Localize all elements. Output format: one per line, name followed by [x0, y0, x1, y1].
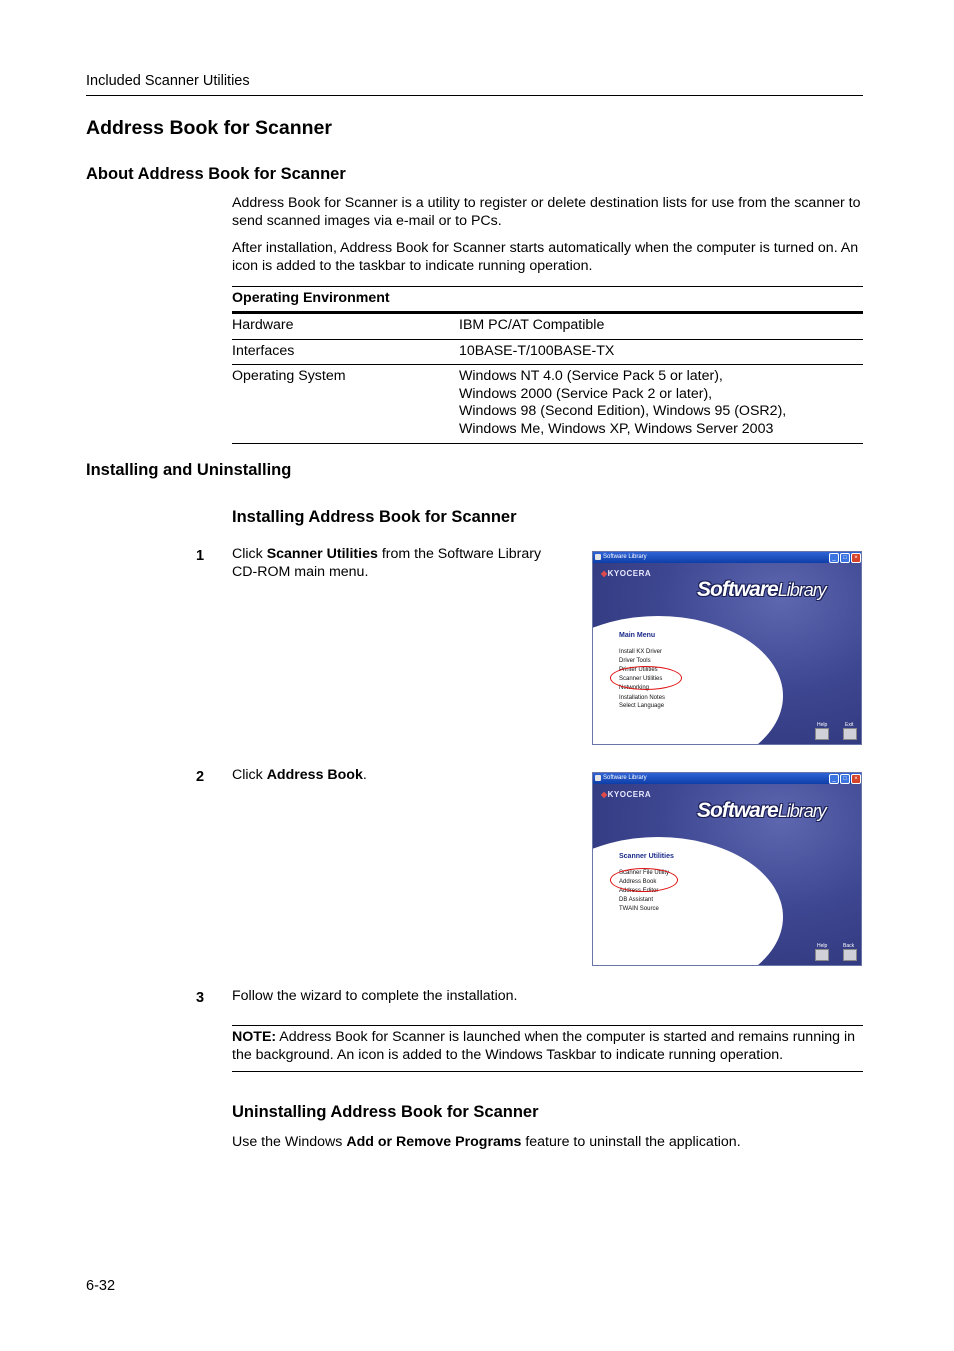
close-icon: × [851, 774, 861, 784]
header-rule [86, 95, 863, 96]
menu-item: Scanner Utilities [619, 676, 663, 682]
step-text-bold: Scanner Utilities [266, 546, 378, 562]
brand-sub: Library [777, 801, 826, 821]
step-text-pre: Click [232, 767, 267, 783]
step-text [232, 546, 562, 581]
window-title: Software Library [603, 775, 647, 781]
step-text-bold: Address Book [266, 767, 363, 783]
help-label: Help [817, 722, 828, 728]
brand-main: Software [697, 578, 778, 601]
table-key: Interfaces [232, 342, 295, 359]
about-paragraph-2 [232, 240, 864, 275]
logo-text: KYOCERA [607, 569, 652, 578]
app-icon [595, 775, 601, 781]
window-titlebar [593, 552, 861, 563]
table-value-line: Windows Me, Windows XP, Windows Server 2003 [459, 420, 774, 437]
table-value-line: Windows 98 (Second Edition), Windows 95 (OSR2), [459, 403, 787, 419]
note-block [232, 1029, 864, 1064]
uninstalling-post: feature to uninstall the application. [521, 1134, 741, 1150]
table-row [232, 311, 863, 339]
table-value [459, 368, 863, 438]
menu-item: Printer Utilities [619, 667, 658, 673]
menu-item: Networking [619, 685, 650, 691]
about-para-1-text: Address Book for Scanner is a utility to register or delete destination lists for use from the scanner to send scanned images via e-mail or to PCs. [232, 195, 861, 229]
screenshot-scanner-utilities [592, 772, 862, 966]
maximize-icon: □ [840, 553, 850, 563]
back-label: Back [843, 943, 855, 949]
close-icon: × [851, 553, 861, 563]
about-paragraph-1 [232, 195, 864, 230]
step-number: 1 [196, 548, 205, 564]
table-row [232, 364, 863, 444]
table-value-line: 10BASE-T/100BASE-TX [459, 342, 615, 359]
menu-item: TWAIN Source [619, 906, 659, 912]
uninstalling-bold: Add or Remove Programs [346, 1134, 522, 1150]
menu-title: Scanner Utilities [619, 853, 674, 860]
step-text-pre: Click [232, 546, 267, 562]
window-title: Software Library [603, 554, 647, 560]
screenshot-main-menu [592, 551, 862, 745]
installing-heading: Installing and Uninstalling [86, 461, 292, 479]
step-text-post: . [362, 767, 367, 783]
minimize-icon: _ [829, 553, 839, 563]
about-para-2-text: After installation, Address Book for Scanner starts automatically when the computer is turned on. An icon is added to the taskbar to indicate running operation. [232, 240, 859, 274]
table-value [459, 343, 863, 361]
menu-item: Address Editor [619, 888, 659, 894]
running-header: Included Scanner Utilities [86, 73, 250, 89]
about-heading: About Address Book for Scanner [86, 165, 346, 183]
brand-main: Software [697, 799, 778, 822]
exit-label: Exit [845, 722, 854, 728]
operating-environment-table [232, 286, 863, 444]
table-value-line: Windows 2000 (Service Pack 2 or later), [459, 385, 713, 402]
note-paragraph [232, 1029, 864, 1064]
note-label: NOTE: [232, 1029, 277, 1045]
highlight-circle [610, 666, 682, 690]
uninstalling-heading: Uninstalling Address Book for Scanner [232, 1103, 539, 1121]
kyocera-logo: ◆KYOCERA [601, 790, 652, 799]
page-number: 6-32 [86, 1278, 116, 1294]
maximize-icon: □ [840, 774, 850, 784]
table-row [232, 339, 863, 365]
uninstalling-paragraph [232, 1134, 864, 1152]
menu-item: Install KX Driver [619, 649, 663, 655]
step-number: 3 [196, 990, 205, 1006]
menu-item: Driver Tools [619, 658, 651, 664]
page-title: Address Book for Scanner [86, 117, 332, 139]
kyocera-logo: ◆KYOCERA [601, 569, 652, 578]
note-text: Address Book for Scanner is launched when the computer is started and remains running in the background. An icon is added to the Windows Taskbar to indicate running operation. [232, 1029, 856, 1063]
table-value-line: Windows NT 4.0 (Service Pack 5 or later), [459, 368, 723, 384]
menu-item: Select Language [619, 703, 665, 709]
menu-title: Main Menu [619, 632, 656, 639]
step-number: 2 [196, 769, 205, 785]
step-text-post: from the Software Library CD-ROM main menu. [232, 546, 542, 580]
software-library-brand [697, 578, 826, 602]
uninstalling-pre: Use the Windows [232, 1134, 347, 1150]
minimize-icon: _ [829, 774, 839, 784]
table-heading: Operating Environment [232, 290, 390, 306]
menu-item: Scanner File Utility [619, 870, 670, 876]
menu-item: Installation Notes [619, 695, 666, 701]
note-top-rule [232, 1025, 863, 1026]
table-value [459, 317, 863, 335]
menu-item: DB Assistant [619, 897, 654, 903]
window-titlebar [593, 773, 861, 784]
app-icon [595, 554, 601, 560]
menu-item: Address Book [619, 879, 657, 885]
brand-sub: Library [777, 580, 826, 600]
back-icon [843, 949, 857, 961]
help-icon [815, 728, 829, 740]
step-text [232, 767, 562, 785]
exit-icon [843, 728, 857, 740]
help-icon [815, 949, 829, 961]
step-text-pre: Follow the wizard to complete the installation. [232, 988, 518, 1004]
table-value-line: IBM PC/AT Compatible [459, 317, 605, 333]
table-key: Hardware [232, 317, 294, 333]
uninstalling-text [232, 1134, 864, 1152]
software-library-brand [697, 799, 826, 823]
step-text [232, 988, 864, 1006]
help-label: Help [817, 943, 828, 949]
highlight-circle [610, 868, 678, 892]
installing-subheading: Installing Address Book for Scanner [232, 508, 517, 526]
logo-text: KYOCERA [607, 790, 652, 799]
table-key: Operating System [232, 368, 346, 384]
note-bottom-rule [232, 1071, 863, 1072]
